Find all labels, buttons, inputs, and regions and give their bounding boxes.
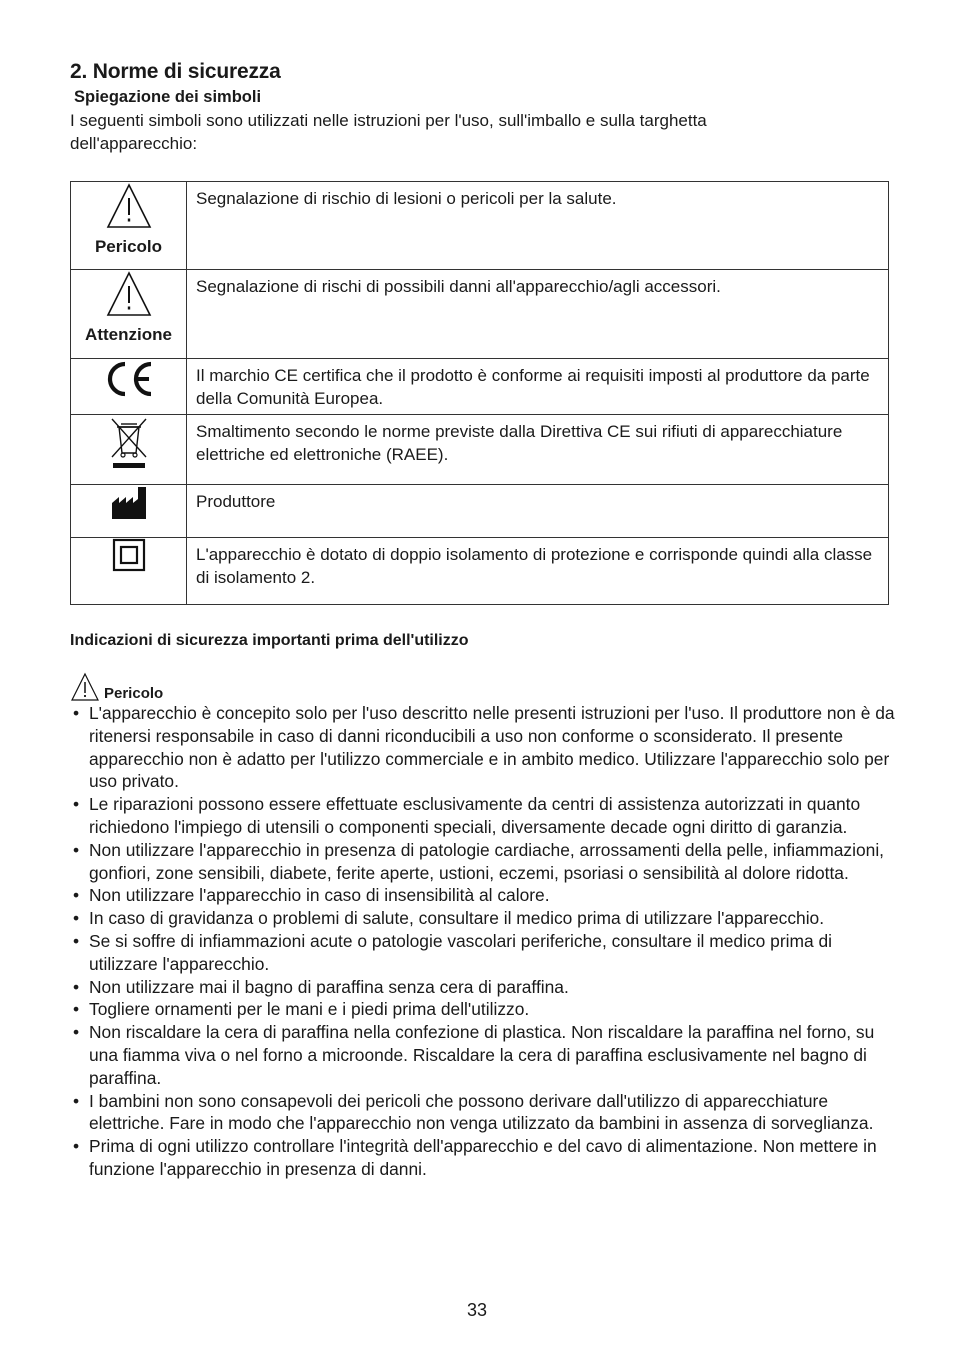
list-item: • Se si soffre di infiammazioni acute o patologie vascolari periferiche, consultare il medico prima di utilizzare l'apparecchio.	[70, 930, 900, 976]
list-item: • Le riparazioni possono essere effettuate esclusivamente da centri di assistenza autorizzati in quanto richiedono l'impiego di utensili o componenti speciali, diversamente decade ogni diritto di garanzia.	[70, 793, 900, 839]
warning-triangle-icon	[70, 672, 100, 702]
list-item: • Non utilizzare l'apparecchio in presenza di patologie cardiache, arrossamenti della pelle, infiammazioni, gonfiori, zone sensibili, diabete, ferite aperte, ustioni, eczemi, psoriasi o sensibilità al dolore ridotta.	[70, 839, 900, 885]
warning-triangle-icon	[106, 182, 152, 230]
symbol-description: L'apparecchio è dotato di doppio isolamento di protezione e corrisponde quindi alla classe di isolamento 2.	[187, 538, 889, 605]
manufacturer-icon	[110, 485, 148, 521]
symbol-cell	[71, 485, 187, 538]
hazard-label: Pericolo	[104, 685, 164, 702]
symbol-label: Attenzione	[85, 325, 172, 344]
safety-list	[70, 702, 900, 1181]
symbol-cell	[71, 538, 187, 605]
symbol-row	[71, 415, 889, 485]
symbol-row	[71, 359, 889, 415]
symbol-label: Pericolo	[94, 237, 163, 256]
list-item: • Togliere ornamenti per le mani e i piedi prima dell'utilizzo.	[70, 998, 900, 1021]
symbol-description: Produttore	[187, 485, 889, 538]
hazard-notice	[70, 672, 890, 702]
symbol-description: Smaltimento secondo le norme previste dalla Direttiva CE sui rifiuti di apparecchiature elettriche ed elettroniche (RAEE).	[187, 415, 889, 485]
symbol-row	[71, 485, 889, 538]
symbol-description: Segnalazione di rischio di lesioni o pericoli per la salute.	[187, 182, 889, 270]
symbol-description: Segnalazione di rischi di possibili danni all'apparecchio/agli accessori.	[187, 270, 889, 359]
intro-text: I seguenti simboli sono utilizzati nelle istruzioni per l'uso, sull'imballo e sulla targhetta dell'apparecchio:	[70, 111, 707, 153]
symbol-row	[71, 182, 889, 270]
list-item: • Non riscaldare la cera di paraffina nella confezione di plastica. Non riscaldare la paraffina nel forno, su una fiamma viva o nel forno a microonde. Riscaldare la cera di paraffina esclusivamente nel bagno di paraffina.	[70, 1021, 900, 1089]
list-item: • L'apparecchio è concepito solo per l'uso descritto nelle presenti istruzioni per l'uso. Il produttore non è da ritenersi responsabile in caso di danni riconducibili a uso non conforme o sconsiderato. Il presente apparecchio non è adatto per l'utilizzo commerciale e in ambito medico. Utilizzare l'apparecchio solo per uso privato.	[70, 702, 900, 793]
section-subtitle: Spiegazione dei simboli	[74, 88, 262, 106]
page-number: 33	[466, 1300, 488, 1320]
page-content	[70, 60, 895, 1181]
double-insulation-icon	[112, 538, 146, 572]
symbol-cell	[71, 415, 187, 485]
list-item: • I bambini non sono consapevoli dei pericoli che possono derivare dall'utilizzo di apparecchiature elettriche. Fare in modo che l'apparecchio non venga utilizzato da bambini in assenza di sorveglianza.	[70, 1090, 900, 1136]
symbol-cell	[71, 182, 187, 270]
symbols-table	[70, 181, 889, 605]
ce-mark-icon	[103, 359, 155, 399]
symbol-row	[71, 270, 889, 359]
symbol-description: Il marchio CE certifica che il prodotto è conforme ai requisiti imposti al produttore da parte della Comunità Europea.	[187, 359, 889, 415]
section-title: 2. Norme di sicurezza	[70, 60, 281, 83]
list-item: • Non utilizzare l'apparecchio in caso di insensibilità al calore.	[70, 884, 900, 907]
safety-heading: Indicazioni di sicurezza importanti prima dell'utilizzo	[70, 632, 469, 649]
symbol-cell	[71, 359, 187, 415]
weee-bin-icon	[109, 415, 149, 471]
list-item: • Non utilizzare mai il bagno di paraffina senza cera di paraffina.	[70, 976, 900, 999]
list-item: • Prima di ogni utilizzo controllare l'integrità dell'apparecchio e del cavo di alimentazione. Non mettere in funzione l'apparecchio in presenza di danni.	[70, 1135, 900, 1181]
list-item: • In caso di gravidanza o problemi di salute, consultare il medico prima di utilizzare l'apparecchio.	[70, 907, 900, 930]
symbol-cell	[71, 270, 187, 359]
symbol-row	[71, 538, 889, 605]
warning-triangle-icon	[106, 270, 152, 318]
